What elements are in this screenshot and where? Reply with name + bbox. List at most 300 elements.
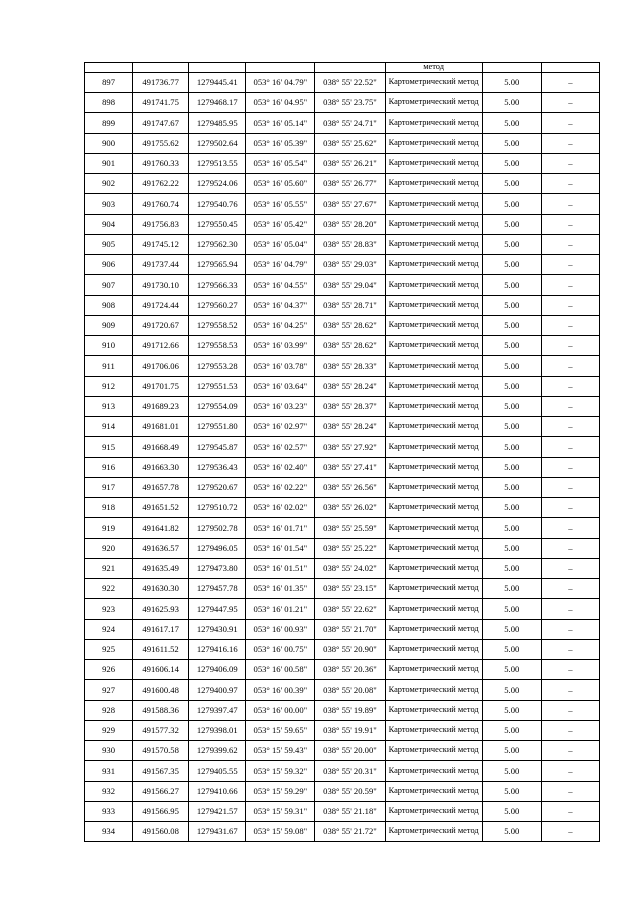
latitude-cell: 053° 16' 05.14" xyxy=(246,113,315,133)
longitude-cell: 038° 55' 29.04" xyxy=(315,275,385,295)
accuracy-cell: 5.00 xyxy=(482,700,541,720)
accuracy-cell: 5.00 xyxy=(482,457,541,477)
accuracy-cell: 5.00 xyxy=(482,579,541,599)
x-coordinate-cell: 491611.52 xyxy=(133,639,189,659)
longitude-cell: 038° 55' 25.22" xyxy=(315,538,385,558)
description-cell: – xyxy=(541,396,599,416)
table-row xyxy=(85,133,600,153)
accuracy-cell: 5.00 xyxy=(482,153,541,173)
accuracy-cell: 5.00 xyxy=(482,376,541,396)
x-coordinate-cell: 491577.32 xyxy=(133,720,189,740)
x-coordinate-cell: 491663.30 xyxy=(133,457,189,477)
description-cell: – xyxy=(541,93,599,113)
point-number-cell: 925 xyxy=(85,639,133,659)
latitude-cell: 053° 15' 59.32" xyxy=(246,761,315,781)
description-cell: – xyxy=(541,457,599,477)
latitude-cell: 053° 16' 05.42" xyxy=(246,214,315,234)
method-cell: Картометрический метод xyxy=(385,133,482,153)
longitude-cell: 038° 55' 20.36" xyxy=(315,660,385,680)
accuracy-cell: 5.00 xyxy=(482,174,541,194)
description-cell: – xyxy=(541,234,599,254)
x-coordinate-cell: 491724.44 xyxy=(133,295,189,315)
latitude-cell: 053° 16' 04.79" xyxy=(246,72,315,92)
method-cell: Картометрический метод xyxy=(385,720,482,740)
point-number-cell: 910 xyxy=(85,336,133,356)
y-coordinate-cell: 1279565.94 xyxy=(189,255,246,275)
point-number-cell: 902 xyxy=(85,174,133,194)
table-row xyxy=(85,619,600,639)
description-cell: – xyxy=(541,133,599,153)
accuracy-cell: 5.00 xyxy=(482,315,541,335)
description-cell: – xyxy=(541,153,599,173)
latitude-cell: 053° 16' 05.04" xyxy=(246,234,315,254)
x-coordinate-cell: 491566.27 xyxy=(133,781,189,801)
description-cell: – xyxy=(541,437,599,457)
table-cell xyxy=(482,63,541,73)
x-coordinate-cell: 491641.82 xyxy=(133,518,189,538)
method-cell: Картометрический метод xyxy=(385,356,482,376)
point-number-cell: 933 xyxy=(85,801,133,821)
x-coordinate-cell: 491567.35 xyxy=(133,761,189,781)
table-row xyxy=(85,579,600,599)
method-cell: Картометрический метод xyxy=(385,700,482,720)
point-number-cell: 912 xyxy=(85,376,133,396)
latitude-cell: 053° 16' 04.55" xyxy=(246,275,315,295)
latitude-cell: 053° 16' 04.37" xyxy=(246,295,315,315)
accuracy-cell: 5.00 xyxy=(482,801,541,821)
longitude-cell: 038° 55' 28.71" xyxy=(315,295,385,315)
y-coordinate-cell: 1279397.47 xyxy=(189,700,246,720)
method-cell: Картометрический метод xyxy=(385,234,482,254)
method-cell: Картометрический метод xyxy=(385,518,482,538)
y-coordinate-cell: 1279398.01 xyxy=(189,720,246,740)
latitude-cell: 053° 15' 59.43" xyxy=(246,741,315,761)
y-coordinate-cell: 1279468.17 xyxy=(189,93,246,113)
y-coordinate-cell: 1279473.80 xyxy=(189,558,246,578)
description-cell: – xyxy=(541,498,599,518)
table-row xyxy=(85,599,600,619)
method-cell: Картометрический метод xyxy=(385,376,482,396)
x-coordinate-cell: 491617.17 xyxy=(133,619,189,639)
description-cell: – xyxy=(541,214,599,234)
point-number-cell: 919 xyxy=(85,518,133,538)
description-cell: – xyxy=(541,72,599,92)
table-row xyxy=(85,417,600,437)
accuracy-cell: 5.00 xyxy=(482,93,541,113)
latitude-cell: 053° 16' 00.39" xyxy=(246,680,315,700)
x-coordinate-cell: 491730.10 xyxy=(133,275,189,295)
table-row xyxy=(85,761,600,781)
longitude-cell: 038° 55' 28.33" xyxy=(315,356,385,376)
method-cell: Картометрический метод xyxy=(385,153,482,173)
description-cell: – xyxy=(541,315,599,335)
longitude-cell: 038° 55' 27.41" xyxy=(315,457,385,477)
y-coordinate-cell: 1279502.78 xyxy=(189,518,246,538)
method-cell: Картометрический метод xyxy=(385,599,482,619)
y-coordinate-cell: 1279485.95 xyxy=(189,113,246,133)
longitude-cell: 038° 55' 23.15" xyxy=(315,579,385,599)
y-coordinate-cell: 1279496.05 xyxy=(189,538,246,558)
x-coordinate-cell: 491560.08 xyxy=(133,822,189,842)
longitude-cell: 038° 55' 28.24" xyxy=(315,376,385,396)
x-coordinate-cell: 491755.62 xyxy=(133,133,189,153)
method-cell: Картометрический метод xyxy=(385,214,482,234)
table-cell xyxy=(315,63,385,73)
latitude-cell: 053° 16' 01.71" xyxy=(246,518,315,538)
latitude-cell: 053° 16' 05.39" xyxy=(246,133,315,153)
y-coordinate-cell: 1279524.06 xyxy=(189,174,246,194)
method-cell: Картометрический метод xyxy=(385,558,482,578)
longitude-cell: 038° 55' 20.08" xyxy=(315,680,385,700)
description-cell: – xyxy=(541,174,599,194)
method-cell: Картометрический метод xyxy=(385,801,482,821)
longitude-cell: 038° 55' 22.52" xyxy=(315,72,385,92)
method-cell: Картометрический метод xyxy=(385,437,482,457)
method-cell: Картометрический метод xyxy=(385,275,482,295)
x-coordinate-cell: 491736.77 xyxy=(133,72,189,92)
table-row xyxy=(85,255,600,275)
method-cell: Картометрический метод xyxy=(385,336,482,356)
table-row xyxy=(85,639,600,659)
table-row xyxy=(85,336,600,356)
method-cell: Картометрический метод xyxy=(385,639,482,659)
method-cell: Картометрический метод xyxy=(385,660,482,680)
point-number-cell: 909 xyxy=(85,315,133,335)
method-cell: Картометрический метод xyxy=(385,619,482,639)
description-cell: – xyxy=(541,781,599,801)
y-coordinate-cell: 1279410.66 xyxy=(189,781,246,801)
table-cell xyxy=(541,63,599,73)
description-cell: – xyxy=(541,558,599,578)
accuracy-cell: 5.00 xyxy=(482,761,541,781)
accuracy-cell: 5.00 xyxy=(482,194,541,214)
longitude-cell: 038° 55' 23.75" xyxy=(315,93,385,113)
table-row xyxy=(85,214,600,234)
y-coordinate-cell: 1279405.55 xyxy=(189,761,246,781)
accuracy-cell: 5.00 xyxy=(482,741,541,761)
method-cell: Картометрический метод xyxy=(385,113,482,133)
point-number-cell: 922 xyxy=(85,579,133,599)
y-coordinate-cell: 1279406.09 xyxy=(189,660,246,680)
y-coordinate-cell: 1279400.97 xyxy=(189,680,246,700)
latitude-cell: 053° 16' 05.60" xyxy=(246,174,315,194)
x-coordinate-cell: 491606.14 xyxy=(133,660,189,680)
y-coordinate-cell: 1279536.43 xyxy=(189,457,246,477)
description-cell: – xyxy=(541,376,599,396)
point-number-cell: 904 xyxy=(85,214,133,234)
description-cell: – xyxy=(541,801,599,821)
accuracy-cell: 5.00 xyxy=(482,720,541,740)
method-cell: Картометрический метод xyxy=(385,396,482,416)
accuracy-cell: 5.00 xyxy=(482,295,541,315)
x-coordinate-cell: 491635.49 xyxy=(133,558,189,578)
point-number-cell: 913 xyxy=(85,396,133,416)
method-cell: Картометрический метод xyxy=(385,417,482,437)
point-number-cell: 932 xyxy=(85,781,133,801)
x-coordinate-cell: 491712.66 xyxy=(133,336,189,356)
latitude-cell: 053° 16' 02.40" xyxy=(246,457,315,477)
longitude-cell: 038° 55' 25.59" xyxy=(315,518,385,538)
description-cell: – xyxy=(541,700,599,720)
method-cell: метод xyxy=(385,63,482,73)
point-number-cell: 930 xyxy=(85,741,133,761)
point-number-cell: 918 xyxy=(85,498,133,518)
latitude-cell: 053° 15' 59.08" xyxy=(246,822,315,842)
longitude-cell: 038° 55' 28.20" xyxy=(315,214,385,234)
method-cell: Картометрический метод xyxy=(385,174,482,194)
description-cell: – xyxy=(541,660,599,680)
latitude-cell: 053° 16' 00.00" xyxy=(246,700,315,720)
latitude-cell: 053° 16' 01.21" xyxy=(246,599,315,619)
accuracy-cell: 5.00 xyxy=(482,72,541,92)
latitude-cell: 053° 15' 59.65" xyxy=(246,720,315,740)
latitude-cell: 053° 16' 01.54" xyxy=(246,538,315,558)
accuracy-cell: 5.00 xyxy=(482,396,541,416)
description-cell: – xyxy=(541,336,599,356)
y-coordinate-cell: 1279416.16 xyxy=(189,639,246,659)
y-coordinate-cell: 1279558.53 xyxy=(189,336,246,356)
table-row xyxy=(85,801,600,821)
point-number-cell: 927 xyxy=(85,680,133,700)
point-number-cell: 898 xyxy=(85,93,133,113)
y-coordinate-cell: 1279550.45 xyxy=(189,214,246,234)
description-cell: – xyxy=(541,275,599,295)
y-coordinate-cell: 1279510.72 xyxy=(189,498,246,518)
latitude-cell: 053° 16' 02.97" xyxy=(246,417,315,437)
table-continuation-row xyxy=(85,63,600,73)
x-coordinate-cell: 491668.49 xyxy=(133,437,189,457)
table-row xyxy=(85,356,600,376)
x-coordinate-cell: 491636.57 xyxy=(133,538,189,558)
point-number-cell: 929 xyxy=(85,720,133,740)
longitude-cell: 038° 55' 19.91" xyxy=(315,720,385,740)
table-row xyxy=(85,680,600,700)
description-cell: – xyxy=(541,639,599,659)
longitude-cell: 038° 55' 26.77" xyxy=(315,174,385,194)
coordinates-table-body xyxy=(85,63,600,842)
coordinates-table-page xyxy=(84,62,600,842)
longitude-cell: 038° 55' 19.89" xyxy=(315,700,385,720)
table-row xyxy=(85,315,600,335)
latitude-cell: 053° 16' 00.75" xyxy=(246,639,315,659)
x-coordinate-cell: 491681.01 xyxy=(133,417,189,437)
longitude-cell: 038° 55' 24.02" xyxy=(315,558,385,578)
x-coordinate-cell: 491762.22 xyxy=(133,174,189,194)
x-coordinate-cell: 491651.52 xyxy=(133,498,189,518)
longitude-cell: 038° 55' 22.62" xyxy=(315,599,385,619)
table-row xyxy=(85,295,600,315)
longitude-cell: 038° 55' 20.00" xyxy=(315,741,385,761)
point-number-cell: 926 xyxy=(85,660,133,680)
accuracy-cell: 5.00 xyxy=(482,538,541,558)
latitude-cell: 053° 16' 04.95" xyxy=(246,93,315,113)
point-number-cell: 915 xyxy=(85,437,133,457)
point-number-cell: 908 xyxy=(85,295,133,315)
description-cell: – xyxy=(541,477,599,497)
accuracy-cell: 5.00 xyxy=(482,477,541,497)
accuracy-cell: 5.00 xyxy=(482,558,541,578)
x-coordinate-cell: 491760.33 xyxy=(133,153,189,173)
description-cell: – xyxy=(541,417,599,437)
description-cell: – xyxy=(541,194,599,214)
latitude-cell: 053° 16' 01.51" xyxy=(246,558,315,578)
table-cell xyxy=(85,63,133,73)
table-cell xyxy=(189,63,246,73)
y-coordinate-cell: 1279551.53 xyxy=(189,376,246,396)
x-coordinate-cell: 491630.30 xyxy=(133,579,189,599)
method-cell: Картометрический метод xyxy=(385,741,482,761)
method-cell: Картометрический метод xyxy=(385,761,482,781)
y-coordinate-cell: 1279520.67 xyxy=(189,477,246,497)
y-coordinate-cell: 1279457.78 xyxy=(189,579,246,599)
method-cell: Картометрический метод xyxy=(385,781,482,801)
accuracy-cell: 5.00 xyxy=(482,133,541,153)
latitude-cell: 053° 16' 03.23" xyxy=(246,396,315,416)
y-coordinate-cell: 1279558.52 xyxy=(189,315,246,335)
x-coordinate-cell: 491570.58 xyxy=(133,741,189,761)
y-coordinate-cell: 1279545.87 xyxy=(189,437,246,457)
table-row xyxy=(85,538,600,558)
method-cell: Картометрический метод xyxy=(385,72,482,92)
x-coordinate-cell: 491760.74 xyxy=(133,194,189,214)
table-row xyxy=(85,741,600,761)
description-cell: – xyxy=(541,761,599,781)
accuracy-cell: 5.00 xyxy=(482,255,541,275)
accuracy-cell: 5.00 xyxy=(482,275,541,295)
point-number-cell: 920 xyxy=(85,538,133,558)
x-coordinate-cell: 491588.36 xyxy=(133,700,189,720)
point-number-cell: 906 xyxy=(85,255,133,275)
accuracy-cell: 5.00 xyxy=(482,660,541,680)
point-number-cell: 916 xyxy=(85,457,133,477)
y-coordinate-cell: 1279553.28 xyxy=(189,356,246,376)
longitude-cell: 038° 55' 20.31" xyxy=(315,761,385,781)
x-coordinate-cell: 491747.67 xyxy=(133,113,189,133)
latitude-cell: 053° 15' 59.31" xyxy=(246,801,315,821)
longitude-cell: 038° 55' 25.62" xyxy=(315,133,385,153)
point-number-cell: 931 xyxy=(85,761,133,781)
table-row xyxy=(85,234,600,254)
latitude-cell: 053° 16' 01.35" xyxy=(246,579,315,599)
y-coordinate-cell: 1279430.91 xyxy=(189,619,246,639)
method-cell: Картометрический метод xyxy=(385,498,482,518)
method-cell: Картометрический метод xyxy=(385,538,482,558)
point-number-cell: 897 xyxy=(85,72,133,92)
accuracy-cell: 5.00 xyxy=(482,356,541,376)
point-number-cell: 928 xyxy=(85,700,133,720)
point-number-cell: 924 xyxy=(85,619,133,639)
y-coordinate-cell: 1279513.55 xyxy=(189,153,246,173)
longitude-cell: 038° 55' 20.59" xyxy=(315,781,385,801)
description-cell: – xyxy=(541,619,599,639)
method-cell: Картометрический метод xyxy=(385,93,482,113)
latitude-cell: 053° 16' 04.25" xyxy=(246,315,315,335)
y-coordinate-cell: 1279445.41 xyxy=(189,72,246,92)
y-coordinate-cell: 1279554.09 xyxy=(189,396,246,416)
longitude-cell: 038° 55' 27.92" xyxy=(315,437,385,457)
table-row xyxy=(85,498,600,518)
description-cell: – xyxy=(541,295,599,315)
accuracy-cell: 5.00 xyxy=(482,437,541,457)
latitude-cell: 053° 16' 05.54" xyxy=(246,153,315,173)
description-cell: – xyxy=(541,599,599,619)
accuracy-cell: 5.00 xyxy=(482,518,541,538)
description-cell: – xyxy=(541,680,599,700)
x-coordinate-cell: 491701.75 xyxy=(133,376,189,396)
method-cell: Картометрический метод xyxy=(385,457,482,477)
table-row xyxy=(85,477,600,497)
description-cell: – xyxy=(541,720,599,740)
method-cell: Картометрический метод xyxy=(385,477,482,497)
y-coordinate-cell: 1279399.62 xyxy=(189,741,246,761)
latitude-cell: 053° 16' 00.93" xyxy=(246,619,315,639)
x-coordinate-cell: 491600.48 xyxy=(133,680,189,700)
longitude-cell: 038° 55' 28.24" xyxy=(315,417,385,437)
table-row xyxy=(85,720,600,740)
x-coordinate-cell: 491741.75 xyxy=(133,93,189,113)
y-coordinate-cell: 1279560.27 xyxy=(189,295,246,315)
x-coordinate-cell: 491756.83 xyxy=(133,214,189,234)
x-coordinate-cell: 491689.23 xyxy=(133,396,189,416)
y-coordinate-cell: 1279431.67 xyxy=(189,822,246,842)
x-coordinate-cell: 491745.12 xyxy=(133,234,189,254)
accuracy-cell: 5.00 xyxy=(482,781,541,801)
table-row xyxy=(85,153,600,173)
table-row xyxy=(85,194,600,214)
y-coordinate-cell: 1279551.80 xyxy=(189,417,246,437)
latitude-cell: 053° 16' 03.78" xyxy=(246,356,315,376)
table-cell xyxy=(133,63,189,73)
latitude-cell: 053° 16' 02.22" xyxy=(246,477,315,497)
latitude-cell: 053° 16' 02.57" xyxy=(246,437,315,457)
description-cell: – xyxy=(541,356,599,376)
longitude-cell: 038° 55' 29.03" xyxy=(315,255,385,275)
longitude-cell: 038° 55' 27.67" xyxy=(315,194,385,214)
longitude-cell: 038° 55' 21.18" xyxy=(315,801,385,821)
description-cell: – xyxy=(541,255,599,275)
table-row xyxy=(85,518,600,538)
latitude-cell: 053° 16' 05.55" xyxy=(246,194,315,214)
x-coordinate-cell: 491737.44 xyxy=(133,255,189,275)
description-cell: – xyxy=(541,518,599,538)
table-row xyxy=(85,72,600,92)
latitude-cell: 053° 16' 00.58" xyxy=(246,660,315,680)
method-cell: Картометрический метод xyxy=(385,680,482,700)
point-number-cell: 921 xyxy=(85,558,133,578)
longitude-cell: 038° 55' 26.02" xyxy=(315,498,385,518)
y-coordinate-cell: 1279562.30 xyxy=(189,234,246,254)
y-coordinate-cell: 1279421.57 xyxy=(189,801,246,821)
point-number-cell: 901 xyxy=(85,153,133,173)
accuracy-cell: 5.00 xyxy=(482,498,541,518)
method-cell: Картометрический метод xyxy=(385,194,482,214)
latitude-cell: 053° 16' 02.02" xyxy=(246,498,315,518)
y-coordinate-cell: 1279502.64 xyxy=(189,133,246,153)
table-row xyxy=(85,174,600,194)
description-cell: – xyxy=(541,113,599,133)
table-row xyxy=(85,558,600,578)
longitude-cell: 038° 55' 24.71" xyxy=(315,113,385,133)
accuracy-cell: 5.00 xyxy=(482,619,541,639)
x-coordinate-cell: 491720.67 xyxy=(133,315,189,335)
accuracy-cell: 5.00 xyxy=(482,113,541,133)
accuracy-cell: 5.00 xyxy=(482,822,541,842)
point-number-cell: 900 xyxy=(85,133,133,153)
longitude-cell: 038° 55' 28.37" xyxy=(315,396,385,416)
table-row xyxy=(85,113,600,133)
table-row xyxy=(85,457,600,477)
method-cell: Картометрический метод xyxy=(385,579,482,599)
